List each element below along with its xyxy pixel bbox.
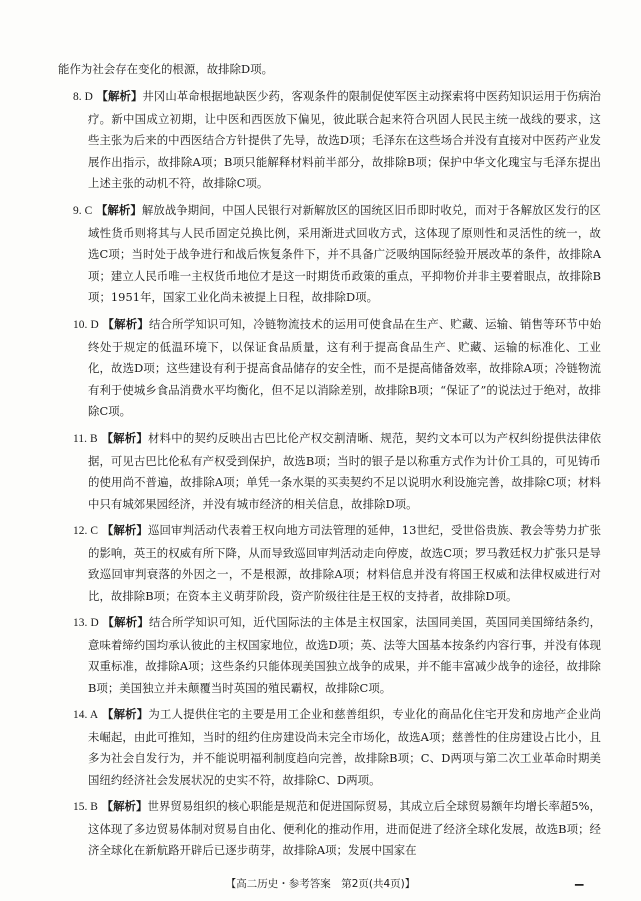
analysis-tag: 【解析】	[101, 431, 149, 445]
answer-item-12	[73, 520, 601, 607]
corner-mark: ▁	[575, 873, 584, 886]
answer-item-9	[73, 200, 601, 309]
answer-number: 12. C	[73, 525, 99, 537]
analysis-tag: 【解析】	[96, 89, 143, 103]
answer-item-14	[73, 704, 601, 791]
analysis-tag: 【解析】	[102, 615, 149, 629]
answer-number: 8. D	[73, 91, 93, 103]
answer-item-13	[73, 612, 601, 699]
page-footer: 【高二历史・参考答案 第2页(共4页)】	[225, 878, 416, 890]
answer-number: 15. B	[73, 801, 98, 813]
answer-number: 11. B	[73, 433, 98, 445]
analysis-tag: 【解析】	[101, 523, 148, 537]
analysis-tag: 【解析】	[101, 707, 149, 721]
analysis-tag: 【解析】	[102, 317, 149, 331]
answer-text: 巡回审判活动代表着王权向地方司法管理的延伸，13世纪，受世俗贵族、教会等势力扩张的影响，英王的权威有所下降，从而导致巡回审判活动走向停废，故选C项；罗马教廷权力扩张只是导致巡回审判衰落的外因之一，不是根源，故排除A项；材料信息并没有将国王权威和法律权威进行对比，故排除B项；在资本主义萌芽阶段，资产阶级往往是王权的支持者，故排除D项。	[88, 523, 602, 603]
answer-text: 材料中的契约反映出古巴比伦产权交割清晰、规范，契约文本可以为产权纠纷提供法律依据，可见古巴比伦私有产权受到保护，故选B项；当时的银子是以称重方式作为计价工具的，可见铸币的使用尚不普遍，故排除A项；单凭一条水渠的买卖契约不足以说明水利设施完善，故排除C项；材料中只有城郊果园经济，并没有城市经济的相关信息，故排除D项。	[88, 431, 602, 511]
answer-text: 为工人提供住宅的主要是用工企业和慈善组织，专业化的商品化住宅开发和房地产企业尚未崛起，由此可推知，当时的纽约住房建设尚未完全市场化，故选A项；慈善性的住房建设占比小，且多为社会自发行为，并不能说明福利制度趋向完善，故排除B项；C、D两项与第二次工业革命时期美国纽约经济社会发展状况的史实不符，故排除C、D两项。	[88, 707, 602, 787]
answer-number: 14. A	[73, 709, 99, 721]
answer-text: 解放战争期间，中国人民银行对新解放区的国统区旧币即时收兑，而对于各解放区发行的区域性货币则将其与人民币固定兑换比例，采用渐进式回收方式，这体现了原则性和灵活性的统一，故选C项；当时处于战争进行和战后恢复条件下，并不具备广泛吸纳国际经验开展改革的条件，故排除A项；建立人民币唯一主权货币地位才是这一时期货币政策的重点，平抑物价并非主要着眼点，故排除B项；1951年，国家工业化尚未被提上日程，故排除D项。	[88, 203, 601, 305]
answer-text: 结合所学知识可知，冷链物流技术的运用可使食品在生产、贮藏、运输、销售等环节中始终处于规定的低温环境下，以保证食品质量，这有利于提高食品生产、贮藏、运输的标准化、工业化，故选D项；这些建设有利于提高食品储存的安全性，而不是提高储备效率，故排除A项；冷链物流有利于使城乡食品消费水平均衡化，但不足以消除差别，故排除B项；“保证了”的说法过于绝对，故排除C项。	[88, 317, 602, 419]
answer-item-8	[73, 86, 601, 195]
answer-text: 世界贸易组织的核心职能是规范和促进国际贸易，其成立后全球贸易额年均增长率超5%，这体现了多边贸易体制对贸易自由化、便利化的推动作用，进而促进了经济全球化发展，故选B项；经济全球化在新航路开辟后已逐步萌芽，故排除A项；发展中国家在	[88, 799, 601, 858]
answer-number: 9. C	[73, 205, 93, 217]
paragraph-text: 能作为社会存在变化的根源，故排除D项。	[58, 62, 274, 76]
answer-text: 结合所学知识可知，近代国际法的主体是主权国家，法国同美国，英国同美国缔结条约，意味着缔约国均承认彼此的主权国家地位，故选D项；英、法等大国基本按条约内容行事，并没有体现双重标准，故排除A项；这些条约只能体现美国独立战争的成果，并不能丰富减少战争的途径，故排除B项；美国独立并未颠覆当时英国的殖民霸权，故排除C项。	[88, 615, 602, 695]
answer-text: 井冈山革命根据地缺医少药，客观条件的限制促使军医主动探索将中医药知识运用于伤病治疗。新中国成立初期，让中医和西医放下偏见，彼此联合起来符合巩固人民民主统一战线的要求，这些主张为后来的中西医结合方针提供了先导，故选D项；毛泽东在这些场合并没有直接对中医药产业发展作出指示，故排除A项；B项只能解释材料前半部分，故排除B项；保护中华文化瑰宝与毛泽东提出上述主张的动机不符，故排除C项。	[88, 89, 601, 191]
answer-item-15	[73, 796, 601, 862]
analysis-tag: 【解析】	[95, 203, 142, 217]
answer-item-10	[73, 314, 601, 423]
paragraph-continuation	[58, 59, 586, 81]
answer-number: 13. D	[73, 617, 99, 629]
answer-number: 10. D	[73, 319, 99, 331]
answer-item-11	[73, 428, 601, 515]
analysis-tag: 【解析】	[101, 799, 148, 813]
